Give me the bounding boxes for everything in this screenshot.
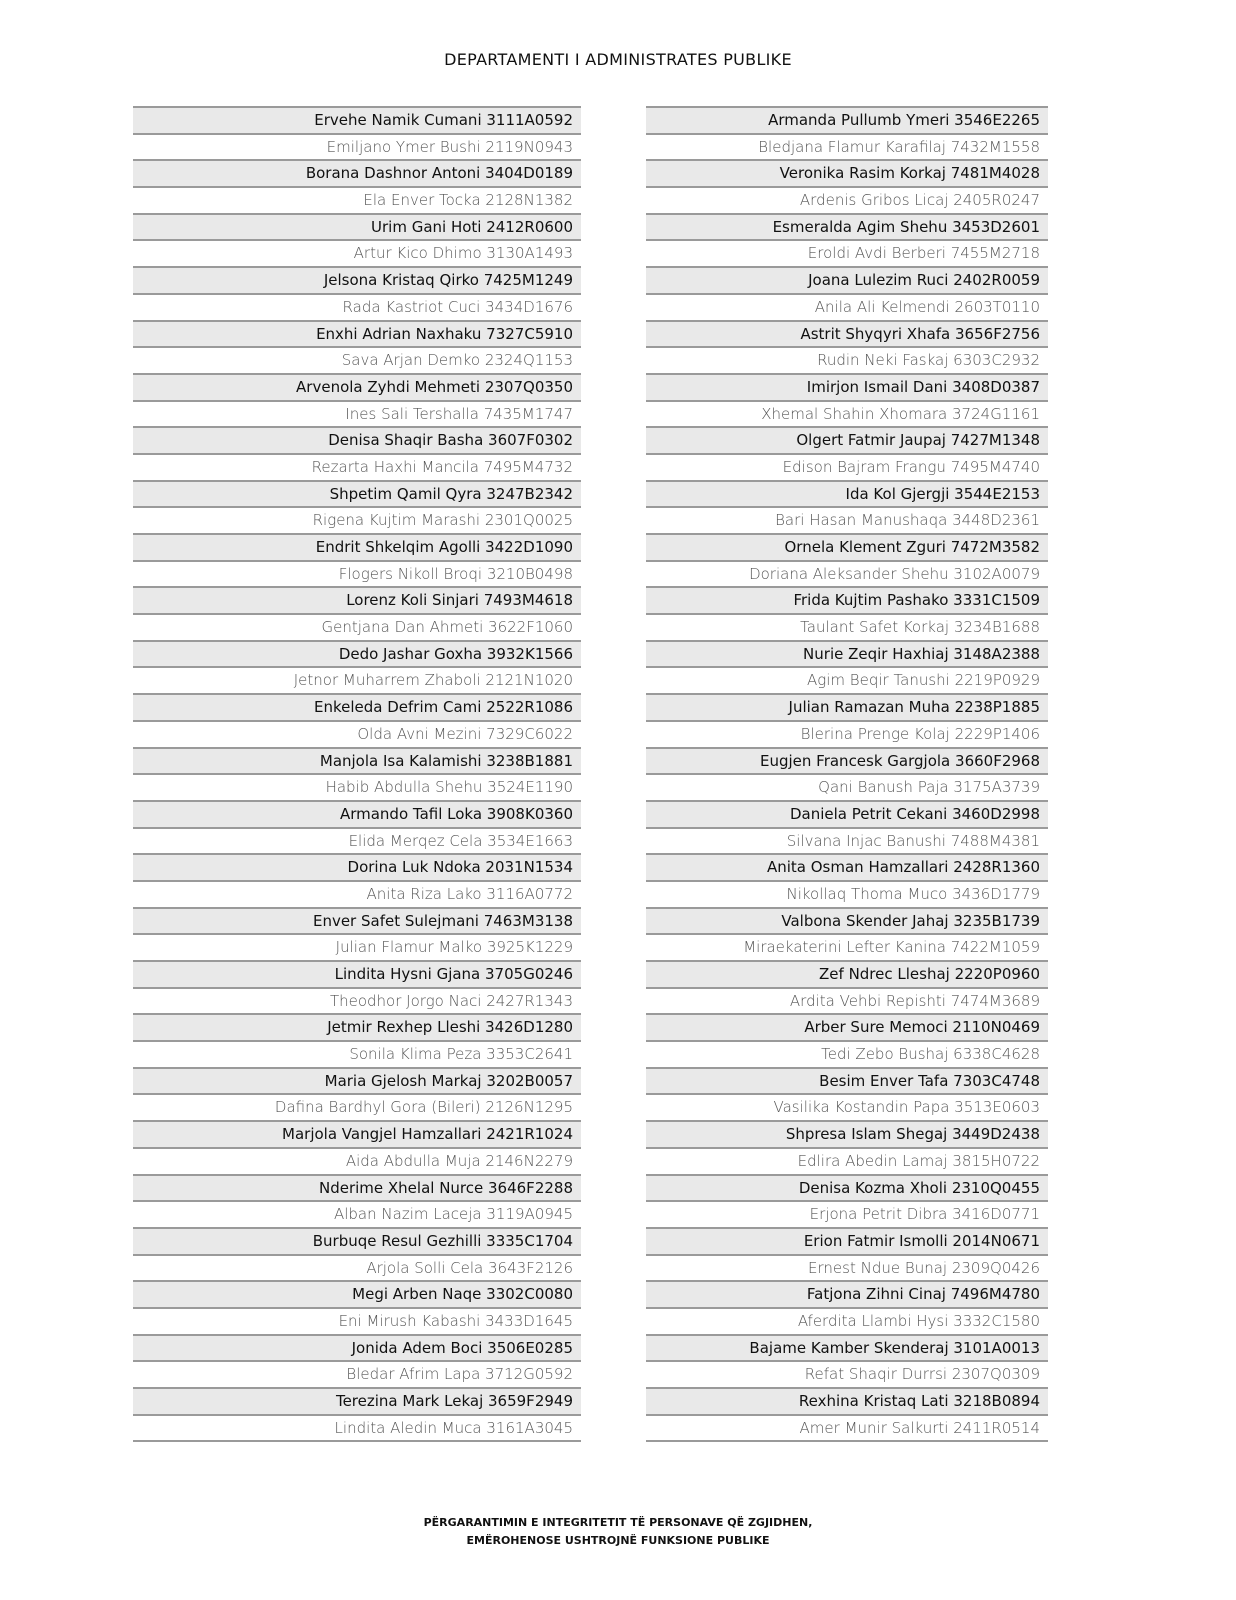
name-row: Olda Avni Mezini 7329C6022 [133,720,581,747]
name-row: Amer Munir Salkurti 2411R0514 [646,1414,1048,1441]
name-row: Enver Safet Sulejmani 7463M3138 [133,907,581,934]
name-row: Daniela Petrit Cekani 3460D2998 [646,800,1048,827]
name-row: Nderime Xhelal Nurce 3646F2288 [133,1174,581,1201]
name-row: Arjola Solli Cela 3643F2126 [133,1254,581,1281]
footer-line-2: EMËROHENOSE USHTROJNË FUNKSIONE PUBLIKE [466,1534,770,1547]
name-row: Sonila Klima Peza 3353C2641 [133,1040,581,1067]
name-row: Astrit Shyqyri Xhafa 3656F2756 [646,320,1048,347]
name-row: Armando Tafil Loka 3908K0360 [133,800,581,827]
left-name-column [133,106,581,1442]
name-row: Valbona Skender Jahaj 3235B1739 [646,907,1048,934]
name-row: Erion Fatmir Ismolli 2014N0671 [646,1227,1048,1254]
name-row: Enxhi Adrian Naxhaku 7327C5910 [133,320,581,347]
name-row: Edlira Abedin Lamaj 3815H0722 [646,1147,1048,1174]
name-row: Megi Arben Naqe 3302C0080 [133,1280,581,1307]
name-row: Rexhina Kristaq Lati 3218B0894 [646,1387,1048,1414]
name-row: Esmeralda Agim Shehu 3453D2601 [646,213,1048,240]
name-row: Xhemal Shahin Xhomara 3724G1161 [646,400,1048,427]
name-row: Eroldi Avdi Berberi 7455M2718 [646,239,1048,266]
name-row: Jetnor Muharrem Zhaboli 2121N1020 [133,666,581,693]
name-row: Denisa Shaqir Basha 3607F0302 [133,426,581,453]
name-row: Maria Gjelosh Markaj 3202B0057 [133,1067,581,1094]
name-row: Frida Kujtim Pashako 3331C1509 [646,586,1048,613]
name-row: Jetmir Rexhep Lleshi 3426D1280 [133,1013,581,1040]
name-row: Tedi Zebo Bushaj 6338C4628 [646,1040,1048,1067]
name-row: Endrit Shkelqim Agolli 3422D1090 [133,533,581,560]
table-bottom-rule [133,1440,581,1442]
name-row: Refat Shaqir Durrsi 2307Q0309 [646,1360,1048,1387]
name-row: Bledar Afrim Lapa 3712G0592 [133,1360,581,1387]
name-row: Terezina Mark Lekaj 3659F2949 [133,1387,581,1414]
name-row: Nurie Zeqir Haxhiaj 3148A2388 [646,640,1048,667]
name-row: Aida Abdulla Muja 2146N2279 [133,1147,581,1174]
name-row: Agim Beqir Tanushi 2219P0929 [646,666,1048,693]
name-row: Rada Kastriot Cuci 3434D1676 [133,293,581,320]
name-row: Theodhor Jorgo Naci 2427R1343 [133,987,581,1014]
name-row: Gentjana Dan Ahmeti 3622F1060 [133,613,581,640]
name-row: Bajame Kamber Skenderaj 3101A0013 [646,1334,1048,1361]
name-row: Emiljano Ymer Bushi 2119N0943 [133,133,581,160]
name-row: Ernest Ndue Bunaj 2309Q0426 [646,1254,1048,1281]
name-row: Anita Osman Hamzallari 2428R1360 [646,853,1048,880]
name-row: Sava Arjan Demko 2324Q1153 [133,346,581,373]
name-row: Enkeleda Defrim Cami 2522R1086 [133,693,581,720]
name-row: Blerina Prenge Kolaj 2229P1406 [646,720,1048,747]
name-row: Flogers Nikoll Broqi 3210B0498 [133,560,581,587]
name-row: Nikollaq Thoma Muco 3436D1779 [646,880,1048,907]
name-row: Jelsona Kristaq Qirko 7425M1249 [133,266,581,293]
name-row: Aferdita Llambi Hysi 3332C1580 [646,1307,1048,1334]
name-row: Julian Flamur Malko 3925K1229 [133,933,581,960]
name-row: Taulant Safet Korkaj 3234B1688 [646,613,1048,640]
name-row: Dorina Luk Ndoka 2031N1534 [133,853,581,880]
name-row: Bledjana Flamur Karafilaj 7432M1558 [646,133,1048,160]
name-row: Lorenz Koli Sinjari 7493M4618 [133,586,581,613]
name-row: Arvenola Zyhdi Mehmeti 2307Q0350 [133,373,581,400]
name-row: Bari Hasan Manushaqa 3448D2361 [646,506,1048,533]
name-row: Dedo Jashar Goxha 3932K1566 [133,640,581,667]
name-row: Anila Ali Kelmendi 2603T0110 [646,293,1048,320]
name-row: Zef Ndrec Lleshaj 2220P0960 [646,960,1048,987]
name-row: Ida Kol Gjergji 3544E2153 [646,480,1048,507]
name-row: Elida Merqez Cela 3534E1663 [133,827,581,854]
name-row: Alban Nazim Laceja 3119A0945 [133,1200,581,1227]
name-row: Manjola Isa Kalamishi 3238B1881 [133,747,581,774]
name-row: Lindita Hysni Gjana 3705G0246 [133,960,581,987]
name-row: Imirjon Ismail Dani 3408D0387 [646,373,1048,400]
name-row: Denisa Kozma Xholi 2310Q0455 [646,1174,1048,1201]
name-row: Anita Riza Lako 3116A0772 [133,880,581,907]
name-row: Silvana Injac Banushi 7488M4381 [646,827,1048,854]
name-row: Jonida Adem Boci 3506E0285 [133,1334,581,1361]
name-row: Shpetim Qamil Qyra 3247B2342 [133,480,581,507]
name-row: Eni Mirush Kabashi 3433D1645 [133,1307,581,1334]
name-row: Miraekaterini Lefter Kanina 7422M1059 [646,933,1048,960]
name-row: Besim Enver Tafa 7303C4748 [646,1067,1048,1094]
name-row: Doriana Aleksander Shehu 3102A0079 [646,560,1048,587]
name-row: Ela Enver Tocka 2128N1382 [133,186,581,213]
name-row: Olgert Fatmir Jaupaj 7427M1348 [646,426,1048,453]
name-row: Erjona Petrit Dibra 3416D0771 [646,1200,1048,1227]
name-row: Borana Dashnor Antoni 3404D0189 [133,159,581,186]
name-row: Veronika Rasim Korkaj 7481M4028 [646,159,1048,186]
name-row: Ornela Klement Zguri 7472M3582 [646,533,1048,560]
name-row: Burbuqe Resul Gezhilli 3335C1704 [133,1227,581,1254]
name-row: Habib Abdulla Shehu 3524E1190 [133,773,581,800]
name-row: Rezarta Haxhi Mancila 7495M4732 [133,453,581,480]
name-row: Lindita Aledin Muca 3161A3045 [133,1414,581,1441]
name-row: Julian Ramazan Muha 2238P1885 [646,693,1048,720]
name-row: Marjola Vangjel Hamzallari 2421R1024 [133,1120,581,1147]
page-footer [0,1514,1236,1550]
name-row: Urim Gani Hoti 2412R0600 [133,213,581,240]
name-row: Ervehe Namik Cumani 3111A0592 [133,106,581,133]
name-row: Ines Sali Tershalla 7435M1747 [133,400,581,427]
name-row: Joana Lulezim Ruci 2402R0059 [646,266,1048,293]
name-row: Rudin Neki Faskaj 6303C2932 [646,346,1048,373]
name-row: Artur Kico Dhimo 3130A1493 [133,239,581,266]
name-row: Qani Banush Paja 3175A3739 [646,773,1048,800]
name-row: Armanda Pullumb Ymeri 3546E2265 [646,106,1048,133]
name-row: Arber Sure Memoci 2110N0469 [646,1013,1048,1040]
name-row: Eugjen Francesk Gargjola 3660F2968 [646,747,1048,774]
name-row: Edison Bajram Frangu 7495M4740 [646,453,1048,480]
name-row: Ardita Vehbi Repishti 7474M3689 [646,987,1048,1014]
name-row: Vasilika Kostandin Papa 3513E0603 [646,1093,1048,1120]
page-title: DEPARTAMENTI I ADMINISTRATES PUBLIKE [444,50,792,69]
name-row: Shpresa Islam Shegaj 3449D2438 [646,1120,1048,1147]
footer-line-1: PËRGARANTIMIN E INTEGRITETIT TË PERSONAVE QË ZGJIDHEN, [423,1516,813,1529]
name-row: Rigena Kujtim Marashi 2301Q0025 [133,506,581,533]
name-row: Ardenis Gribos Licaj 2405R0247 [646,186,1048,213]
table-bottom-rule [646,1440,1048,1442]
name-row: Dafina Bardhyl Gora (Bileri) 2126N1295 [133,1093,581,1120]
name-row: Fatjona Zihni Cinaj 7496M4780 [646,1280,1048,1307]
right-name-column [646,106,1048,1442]
